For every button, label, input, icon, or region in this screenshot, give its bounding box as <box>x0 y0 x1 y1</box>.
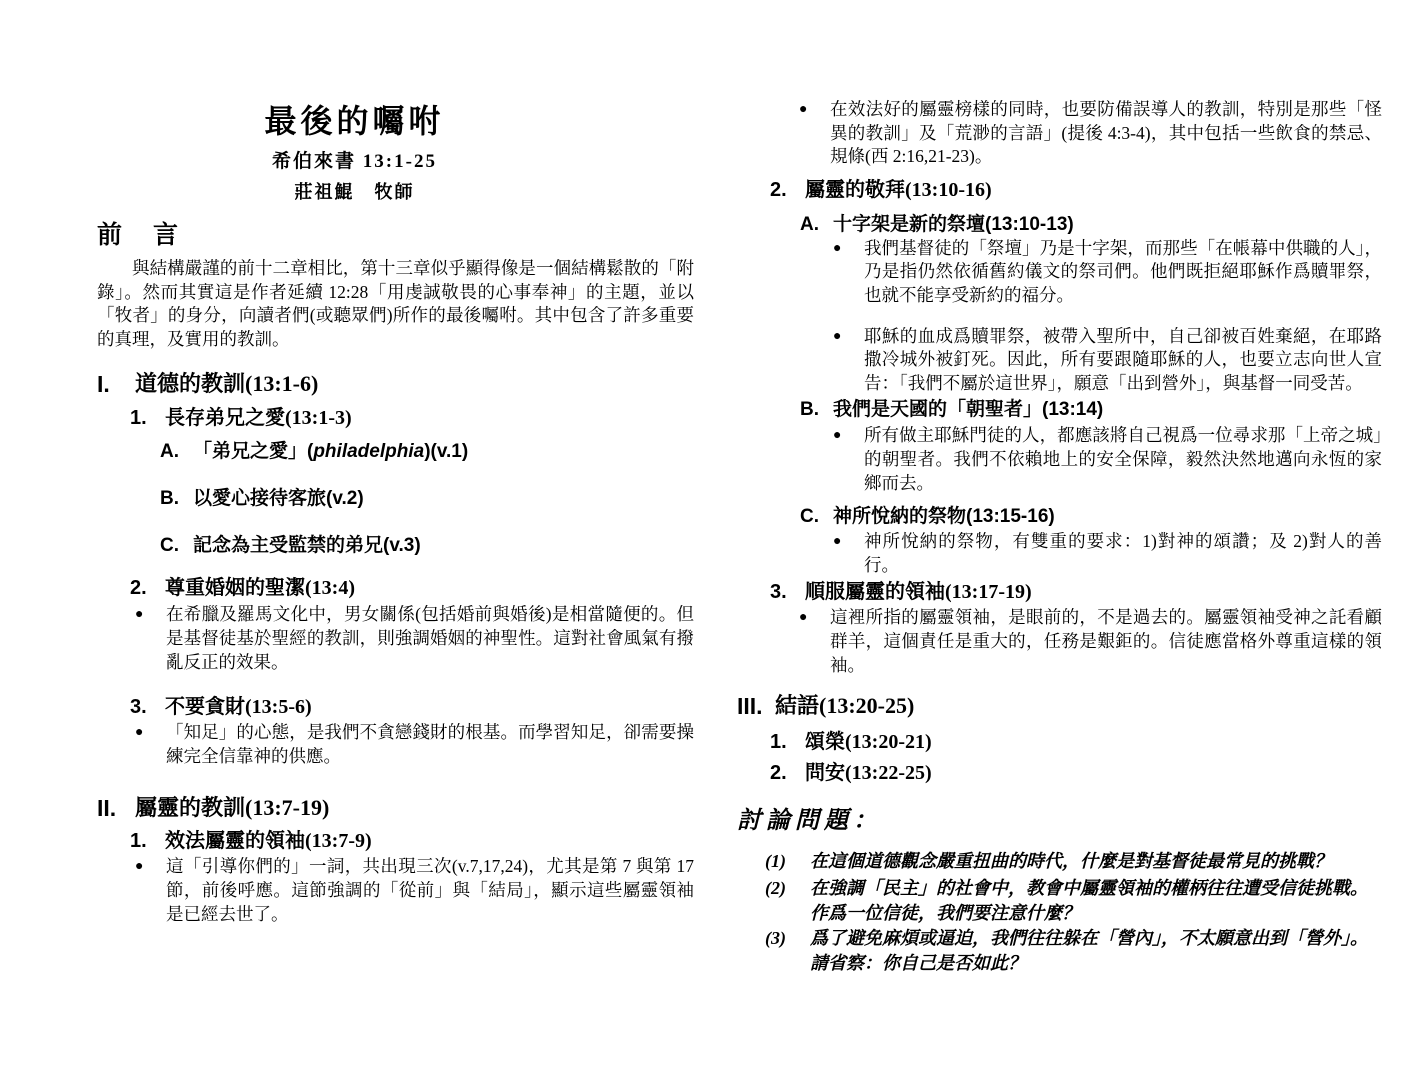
outline-item-1-1-A <box>160 439 694 464</box>
section-title: 道德的教訓(13:1-6) <box>135 371 319 397</box>
item-title-post: )(v.1) <box>424 441 469 463</box>
outline-item-3-1 <box>770 729 1382 756</box>
item-title <box>193 439 468 464</box>
item-marker: 1. <box>130 830 147 853</box>
item-title: 順服屬靈的領袖(13:17-19) <box>805 581 1032 604</box>
left-column <box>97 100 694 926</box>
outline-section-2 <box>97 793 694 823</box>
note-text: 這裡所指的屬靈領袖，是眼前的，不是過去的。屬靈領袖受神之託看顧群羊，這個責任是重大的，任務是艱鉅的。信徒應當格外尊重這樣的領袖。 <box>830 607 1382 675</box>
bullet-note <box>135 721 694 768</box>
item-marker: A. <box>160 441 179 463</box>
outline-item-1-3 <box>130 694 694 721</box>
note-text: 「知足」的心態，是我們不貪戀錢財的根基。而學習知足，卻需要操練完全信靠神的供應。 <box>166 722 694 766</box>
bullet-marker: ● <box>833 240 842 256</box>
item-title-pre: 「弟兄之愛」( <box>193 441 314 463</box>
note-text: 在希臘及羅馬文化中，男女關係(包括婚前與婚後)是相當隨便的。但是基督徒基於聖經的教訓，則強調婚姻的神聖性。這對社會風氣有撥亂反正的效果。 <box>166 604 694 672</box>
bullet-marker: ● <box>135 607 144 623</box>
outline-item-2-1 <box>130 828 694 855</box>
item-marker: B. <box>800 399 819 421</box>
bullet-note <box>135 603 694 674</box>
item-title: 我們是天國的「朝聖者」(13:14) <box>833 399 1104 421</box>
note-text: 神所悅納的祭物，有雙重的要求：1)對神的頌讚；及 2)對人的善行。 <box>864 531 1382 575</box>
outline-item-3-2 <box>770 760 1382 787</box>
outline-item-2-2 <box>770 177 1382 204</box>
title-block <box>97 100 612 204</box>
discussion-question-3 <box>765 926 1382 976</box>
section-marker: III. <box>737 693 763 720</box>
note-text: 我們基督徒的「祭壇」乃是十字架，而那些「在帳幕中供職的人」，乃是指仍然依循舊約儀文的祭司們。他們既拒絕耶穌作爲贖罪祭，也就不能享受新約的福分。 <box>864 237 1382 305</box>
question-number: (2) <box>765 878 786 899</box>
item-marker: 3. <box>770 581 787 604</box>
bullet-note <box>135 855 694 926</box>
item-title: 以愛心接待客旅(v.2) <box>193 488 364 510</box>
outline-item-1-1-B <box>160 486 694 511</box>
document-title: 最後的囑咐 <box>264 103 445 139</box>
bullet-note <box>833 530 1382 577</box>
item-marker: A. <box>800 213 819 235</box>
note-text: 這「引導你們的」一詞，共出現三次(v.7,17,24)，尤其是第 7 與第 17 節，前後呼應。這節強調的「從前」與「結局」，顯示這些屬靈領袖是已經去世了。 <box>166 856 694 924</box>
section-marker: I. <box>97 371 110 398</box>
bullet-marker: ● <box>799 102 808 117</box>
question-text: 爲了避免麻煩或逼迫，我們往往躲在「營內」，不太願意出到「營外」。請省察：你自己是否如此？ <box>810 928 1368 974</box>
bullet-note <box>833 325 1382 396</box>
outline-item-1-1 <box>130 405 694 432</box>
item-title: 記念為主受監禁的弟兄(v.3) <box>193 535 421 557</box>
discussion-question-1 <box>765 849 1382 874</box>
question-number: (1) <box>765 851 786 872</box>
bullet-marker: ● <box>833 534 842 550</box>
preface-paragraph: 與結構嚴謹的前十二章相比，第十三章似乎顯得像是一個結構鬆散的「附錄」。然而其實這是作者延續 12:28「用虔誠敬畏的心事奉神」的主題，並以「牧者」的身分，向讀者們(或聽眾們)所作的最後囑咐。其中包含了許多重要的真理，及實用的教訓。 <box>97 258 694 349</box>
outline-item-2-3 <box>770 579 1382 606</box>
item-title: 長存弟兄之愛(13:1-3) <box>165 407 352 430</box>
item-marker: C. <box>160 535 179 557</box>
item-title: 十字架是新的祭壇(13:10-13) <box>833 213 1074 235</box>
outline-item-2-2-C <box>800 504 1382 529</box>
item-title: 問安(13:22-25) <box>805 762 932 785</box>
author-line: 莊祖鯤 牧師 <box>294 182 415 202</box>
note-text: 所有做主耶穌門徒的人，都應該將自己視爲一位尋求那「上帝之城」的朝聖者。我們不依賴地上的安全保障，毅然決然地邁向永恆的家鄉而去。 <box>864 425 1382 493</box>
item-title: 神所悅納的祭物(13:15-16) <box>833 506 1055 528</box>
item-marker: 1. <box>130 407 147 430</box>
question-text: 在這個道德觀念嚴重扭曲的時代，什麼是對基督徒最常見的挑戰？ <box>810 851 1332 872</box>
outline-item-1-1-C <box>160 533 694 558</box>
outline-item-2-2-A <box>800 212 1382 237</box>
bullet-marker: ● <box>135 725 144 741</box>
item-marker: C. <box>800 506 819 528</box>
bullet-marker: ● <box>833 428 842 444</box>
discussion-question-2 <box>765 876 1382 926</box>
item-marker: 3. <box>130 696 147 719</box>
note-text: 耶穌的血成爲贖罪祭，被帶入聖所中，自己卻被百姓棄絕，在耶路撒冷城外被釘死。因此，所有要跟隨耶穌的人，也要立志向世人宣告：「我們不屬於這世界」，願意「出到營外」，與基督一同受苦。 <box>864 325 1382 393</box>
section-title: 屬靈的教訓(13:7-19) <box>135 795 330 821</box>
item-title: 尊重婚姻的聖潔(13:4) <box>165 577 355 600</box>
item-title: 頌榮(13:20-21) <box>805 731 932 754</box>
bullet-marker: ● <box>799 610 808 626</box>
outline-item-2-2-B <box>800 397 1382 422</box>
item-title: 效法屬靈的領袖(13:7-9) <box>165 830 372 853</box>
bullet-marker: ● <box>135 859 144 875</box>
bullet-note <box>799 606 1382 677</box>
section-marker: II. <box>97 795 117 822</box>
section-title: 結語(13:20-25) <box>775 693 915 719</box>
outline-section-1 <box>97 369 694 399</box>
scripture-reference: 希伯來書 13:1-25 <box>272 151 437 172</box>
note-text: 在效法好的屬靈榜樣的同時，也要防備誤導人的教訓，特別是那些「怪異的教訓」及「荒渺的言語」(提後 4:3-4)，其中包括一些飲食的禁忌、規條(西 2:16,21-23)。 <box>830 99 1382 167</box>
item-title-greek-term: philadelphia <box>313 441 425 463</box>
question-number: (3) <box>765 928 786 949</box>
item-marker: B. <box>160 488 179 510</box>
item-title: 不要貪財(13:5-6) <box>165 696 312 719</box>
item-marker: 2. <box>130 577 147 600</box>
item-marker: 2. <box>770 762 787 785</box>
outline-item-1-2 <box>130 575 694 602</box>
bullet-note <box>833 237 1382 308</box>
item-marker: 2. <box>770 178 787 201</box>
discussion-heading: 討論問題： <box>737 808 882 835</box>
question-text: 在強調「民主」的社會中，教會中屬靈領袖的權柄往往遭受信徒挑戰。作爲一位信徒，我們要注意什麼？ <box>810 878 1368 924</box>
bullet-note <box>799 98 1382 169</box>
right-column <box>737 92 1382 976</box>
bullet-marker: ● <box>833 328 842 344</box>
preface-heading: 前 言 <box>97 222 182 249</box>
item-marker: 1. <box>770 731 787 754</box>
item-title: 屬靈的敬拜(13:10-16) <box>805 178 992 201</box>
bullet-note <box>833 424 1382 495</box>
outline-section-3 <box>737 691 1382 721</box>
